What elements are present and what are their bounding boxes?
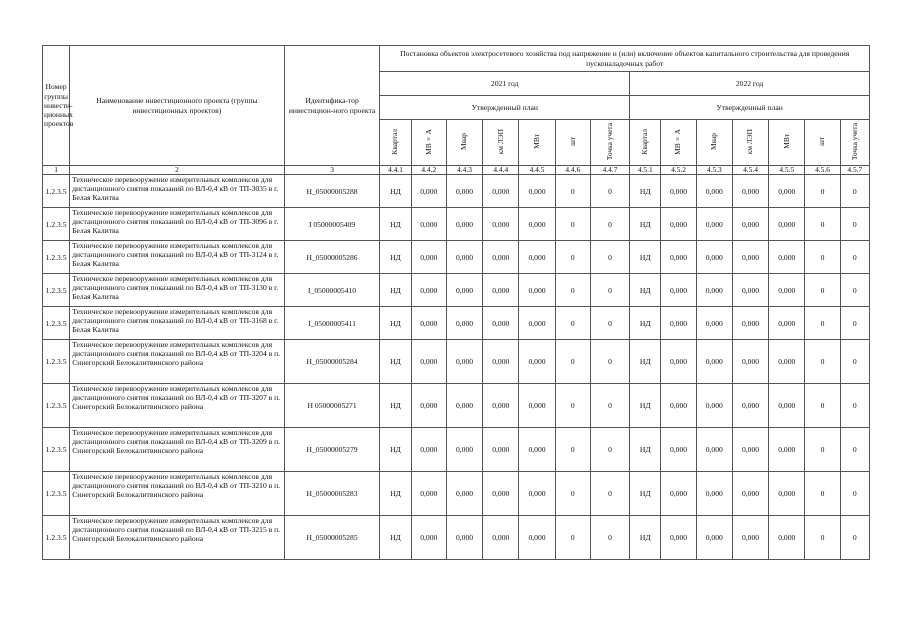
value-cell: 0,000 (446, 472, 482, 516)
value-cell: 0,000 (696, 274, 732, 307)
col-number: 4.5.6 (805, 166, 840, 175)
value-cell: 0,000 (732, 472, 768, 516)
value-cell: 0,000 (483, 340, 519, 384)
value-cell: 0,000 (411, 208, 446, 241)
value-cell: 0,000 (696, 472, 732, 516)
value-cell: 0 (590, 241, 629, 274)
value-cell: 0,000 (519, 340, 555, 384)
value-cell: НД (380, 472, 411, 516)
value-cell: 0,000 (446, 241, 482, 274)
value-cell: 0,000 (661, 274, 696, 307)
value-cell: 0 (805, 241, 840, 274)
project-name-cell: Техническое перевооружение измерительных комплексов для дистанционного снятия показаний по ВЛ-0,4 кВ от ТП-3124 в г. Белая Калитва (70, 241, 285, 274)
group-number-cell: 1.2.3.5 (43, 384, 70, 428)
unit-header: Мвар (446, 120, 482, 166)
value-cell: 0 (840, 384, 869, 428)
col-number: 4.5.1 (630, 166, 661, 175)
value-cell: 0,000 (411, 274, 446, 307)
value-cell: 0,000 (483, 274, 519, 307)
col-number: 1 (43, 166, 70, 175)
unit-header: МВ×А (661, 120, 696, 166)
project-id-cell: H 05000005271 (284, 384, 380, 428)
value-cell: 0 (805, 307, 840, 340)
value-cell: 0 (840, 516, 869, 560)
value-cell: 0 (590, 428, 629, 472)
value-cell: 0,000 (519, 307, 555, 340)
value-cell: 0 (805, 428, 840, 472)
value-cell: 0,000 (411, 428, 446, 472)
value-cell: 0,000 (696, 384, 732, 428)
value-cell: 0,000 (446, 384, 482, 428)
value-cell: 0 (555, 307, 590, 340)
table-row (43, 516, 870, 560)
group-number-cell: 1.2.3.5 (43, 241, 70, 274)
value-cell: НД (380, 208, 411, 241)
value-cell: НД (630, 340, 661, 384)
value-cell: 0,000 (519, 241, 555, 274)
value-cell: 0,000 (519, 175, 555, 208)
table-header (43, 46, 870, 175)
col-number: 4.4.2 (411, 166, 446, 175)
project-name-cell: Техническое перевооружение измерительных комплексов для дистанционного снятия показаний по ВЛ-0,4 кВ от ТП-3207 в п. Синегорский Белокалитвинского района (70, 384, 285, 428)
plan-2021-header: Утвержденный план (380, 96, 630, 120)
value-cell: 0,000 (411, 516, 446, 560)
value-cell: НД (380, 175, 411, 208)
project-name-cell: Техническое перевооружение измерительных комплексов для дистанционного снятия показаний по ВЛ-0,4 кВ от ТП-3210 в п. Синегорский Белокалитвинского района (70, 472, 285, 516)
unit-header: км ЛЭП (732, 120, 768, 166)
table-row (43, 384, 870, 428)
value-cell: 0,000 (446, 340, 482, 384)
table-row (43, 428, 870, 472)
value-cell: 0 (840, 274, 869, 307)
value-cell: 0,000 (661, 472, 696, 516)
value-cell: 0 (590, 274, 629, 307)
value-cell: НД (630, 384, 661, 428)
unit-header: МВт (769, 120, 805, 166)
value-cell: 0,000 (661, 428, 696, 472)
value-cell: 0,000 (411, 472, 446, 516)
value-cell: НД (630, 241, 661, 274)
value-cell: НД (380, 241, 411, 274)
value-cell: 0 (590, 208, 629, 241)
value-cell: 0,000 (483, 472, 519, 516)
value-cell: НД (380, 428, 411, 472)
value-cell: 0,000 (519, 516, 555, 560)
plan-2022-header: Утвержденный план (630, 96, 870, 120)
value-cell: 0,000 (483, 428, 519, 472)
value-cell: 0 (840, 340, 869, 384)
value-cell: 0 (555, 428, 590, 472)
value-cell: 0,000 (411, 241, 446, 274)
value-cell: 0,000 (519, 428, 555, 472)
value-cell: 0 (590, 472, 629, 516)
table-row (43, 472, 870, 516)
value-cell: 0 (805, 384, 840, 428)
value-cell: 0,000 (519, 208, 555, 241)
project-id-cell: H_05000005279 (284, 428, 380, 472)
value-cell: 0,000 (769, 175, 805, 208)
col-number: 4.4.7 (590, 166, 629, 175)
value-cell: НД (380, 516, 411, 560)
value-cell: 0,000 (446, 175, 482, 208)
group-number-cell: 1.2.3.5 (43, 472, 70, 516)
value-cell: 0,000 (696, 175, 732, 208)
col-number: 4.5.7 (840, 166, 869, 175)
project-name-cell: Техническое перевооружение измерительных комплексов для дистанционного снятия показаний по ВЛ-0,4 кВ от ТП-3130 в г. Белая Калитва (70, 274, 285, 307)
project-id-cell: H_05000005284 (284, 340, 380, 384)
unit-header: МВ×А (411, 120, 446, 166)
table-row (43, 307, 870, 340)
unit-header: Точка учета (590, 120, 629, 166)
table-row (43, 208, 870, 241)
col-number: 4.5.3 (696, 166, 732, 175)
value-cell: 0,000 (696, 307, 732, 340)
value-cell: НД (380, 274, 411, 307)
value-cell: 0 (590, 384, 629, 428)
value-cell: 0,000 (411, 384, 446, 428)
unit-header: шт (805, 120, 840, 166)
group-number-cell: 1.2.3.5 (43, 175, 70, 208)
group-number-cell: 1.2.3.5 (43, 428, 70, 472)
value-cell: 0,000 (769, 516, 805, 560)
value-cell: 0,000 (769, 384, 805, 428)
value-cell: НД (630, 307, 661, 340)
value-cell: 0,000 (696, 428, 732, 472)
project-id-cell: H_05000005283 (284, 472, 380, 516)
col-number: 4.4.4 (483, 166, 519, 175)
table-row (43, 274, 870, 307)
numbering-row (43, 166, 870, 175)
project-id-cell: H_05000005286 (284, 241, 380, 274)
unit-header: МВт (519, 120, 555, 166)
value-cell: 0,000 (446, 274, 482, 307)
value-cell: 0,000 (483, 384, 519, 428)
value-cell: 0,000 (483, 241, 519, 274)
value-cell: 0,000 (696, 340, 732, 384)
project-id-cell: H_05000005288 (284, 175, 380, 208)
value-cell: 0,000 (769, 340, 805, 384)
table-row (43, 241, 870, 274)
unit-header: шт (555, 120, 590, 166)
value-cell: 0 (555, 384, 590, 428)
value-cell: 0 (555, 274, 590, 307)
col-number: 4.4.3 (446, 166, 482, 175)
value-cell: 0,000 (661, 307, 696, 340)
value-cell: 0,000 (732, 428, 768, 472)
value-cell: 0 (840, 307, 869, 340)
unit-header: Точка учета (840, 120, 869, 166)
unit-header: км ЛЭП (483, 120, 519, 166)
value-cell: 0,000 (661, 175, 696, 208)
value-cell: 0,000 (732, 516, 768, 560)
value-cell: 0 (555, 472, 590, 516)
value-cell: 0,000 (483, 307, 519, 340)
value-cell: 0 (805, 175, 840, 208)
col-number: 4.4.5 (519, 166, 555, 175)
table-body (43, 175, 870, 560)
project-name-cell: Техническое перевооружение измерительных комплексов для дистанционного снятия показаний по ВЛ-0,4 кВ от ТП-3215 в п. Синегорский Белокалитвинского района (70, 516, 285, 560)
value-cell: 0 (590, 516, 629, 560)
unit-header: Квартал (380, 120, 411, 166)
value-cell: 0,000 (732, 208, 768, 241)
project-name-cell: Техническое перевооружение измерительных комплексов для дистанционного снятия показаний по ВЛ-0,4 кВ от ТП-3168 в г. Белая Калитва (70, 307, 285, 340)
value-cell: 0,000 (661, 208, 696, 241)
col-number: 4.4.1 (380, 166, 411, 175)
value-cell: 0,000 (732, 384, 768, 428)
value-cell: 0,000 (661, 516, 696, 560)
value-cell: 0,000 (483, 175, 519, 208)
value-cell: НД (380, 307, 411, 340)
value-cell: 0,000 (769, 472, 805, 516)
value-cell: 0,000 (769, 307, 805, 340)
value-cell: 0,000 (483, 208, 519, 241)
value-cell: 0 (805, 340, 840, 384)
col-number: 2 (70, 166, 285, 175)
value-cell: 0 (555, 241, 590, 274)
value-cell: 0 (805, 516, 840, 560)
value-cell: 0 (555, 516, 590, 560)
group-number-cell: 1.2.3.5 (43, 208, 70, 241)
col-number: 4.5.5 (769, 166, 805, 175)
value-cell: 0 (555, 208, 590, 241)
value-cell: 0,000 (732, 274, 768, 307)
value-cell: НД (380, 384, 411, 428)
value-cell: 0,000 (732, 241, 768, 274)
value-cell: 0,000 (411, 175, 446, 208)
value-cell: 0,000 (661, 384, 696, 428)
value-cell: 0 (840, 472, 869, 516)
value-cell: 0,000 (483, 516, 519, 560)
value-cell: 0 (805, 208, 840, 241)
value-cell: 0 (555, 175, 590, 208)
project-name-cell: Техническое перевооружение измерительных комплексов для дистанционного снятия показаний по ВЛ-0,4 кВ от ТП-3204 в п. Синегорский Белокалитвинского района (70, 340, 285, 384)
value-cell: 0 (590, 340, 629, 384)
value-cell: 0 (840, 241, 869, 274)
group-number-cell: 1.2.3.5 (43, 307, 70, 340)
top-title-header: Постановка объектов электросетевого хозяйства под напряжение и (или) включение объектов капитального строительства для проведения пусконаладочных работ (380, 46, 870, 72)
value-cell: 0,000 (446, 307, 482, 340)
value-cell: НД (380, 340, 411, 384)
col-number: 4.4.6 (555, 166, 590, 175)
value-cell: НД (630, 428, 661, 472)
value-cell: 0,000 (769, 208, 805, 241)
unit-header: Мвар (696, 120, 732, 166)
value-cell: 0,000 (446, 428, 482, 472)
value-cell: 0,000 (732, 175, 768, 208)
investment-table (42, 45, 870, 560)
group-number-cell: 1.2.3.5 (43, 274, 70, 307)
value-cell: 0,000 (696, 208, 732, 241)
value-cell: НД (630, 175, 661, 208)
value-cell: 0 (840, 208, 869, 241)
value-cell: НД (630, 208, 661, 241)
value-cell: 0 (590, 175, 629, 208)
group-number-cell: 1.2.3.5 (43, 340, 70, 384)
value-cell: 0,000 (661, 241, 696, 274)
value-cell: 0,000 (769, 241, 805, 274)
table-row (43, 175, 870, 208)
value-cell: 0,000 (446, 516, 482, 560)
group-number-cell: 1.2.3.5 (43, 516, 70, 560)
project-name-cell: Техническое перевооружение измерительных комплексов для дистанционного снятия показаний по ВЛ-0,4 кВ от ТП-3209 в п. Синегорский Белокалитвинского района (70, 428, 285, 472)
value-cell: 0,000 (519, 274, 555, 307)
col-number: 4.5.4 (732, 166, 768, 175)
project-name-cell: Техническое перевооружение измерительных комплексов для дистанционного снятия показаний по ВЛ-0,4 кВ от ТП-3035 в г. Белая Калитва (70, 175, 285, 208)
table-row (43, 340, 870, 384)
value-cell: 0,000 (769, 428, 805, 472)
group-col-header: Номер группы инвести-ционных проектов (43, 46, 70, 166)
unit-header: Квартал (630, 120, 661, 166)
project-id-cell: I_05000005411 (284, 307, 380, 340)
value-cell: 0,000 (696, 516, 732, 560)
value-cell: 0 (805, 274, 840, 307)
value-cell: 0,000 (696, 241, 732, 274)
col-number: 4.5.2 (661, 166, 696, 175)
value-cell: 0 (590, 307, 629, 340)
value-cell: 0 (555, 340, 590, 384)
project-id-cell: I_05000005410 (284, 274, 380, 307)
value-cell: 0 (840, 175, 869, 208)
id-col-header: Идентифика-тор инвестицион-ного проекта (284, 46, 380, 166)
name-col-header: Наименование инвестиционного проекта (группы инвестиционных проектов) (70, 46, 285, 166)
project-id-cell: I 05000005409 (284, 208, 380, 241)
value-cell: 0,000 (411, 307, 446, 340)
value-cell: НД (630, 274, 661, 307)
value-cell: 0,000 (519, 472, 555, 516)
value-cell: 0,000 (411, 340, 446, 384)
value-cell: НД (630, 472, 661, 516)
year-2021-header: 2021 год (380, 72, 630, 96)
value-cell: 0 (840, 428, 869, 472)
year-2022-header: 2022 год (630, 72, 870, 96)
value-cell: 0,000 (732, 340, 768, 384)
col-number: 3 (284, 166, 380, 175)
value-cell: 0,000 (446, 208, 482, 241)
project-id-cell: H_05000005285 (284, 516, 380, 560)
value-cell: 0,000 (661, 340, 696, 384)
value-cell: 0 (805, 472, 840, 516)
value-cell: 0,000 (769, 274, 805, 307)
value-cell: 0,000 (519, 384, 555, 428)
value-cell: НД (630, 516, 661, 560)
project-name-cell: Техническое перевооружение измерительных комплексов для дистанционного снятия показаний по ВЛ-0,4 кВ от ТП-3096 в г. Белая Калитва (70, 208, 285, 241)
value-cell: 0,000 (732, 307, 768, 340)
